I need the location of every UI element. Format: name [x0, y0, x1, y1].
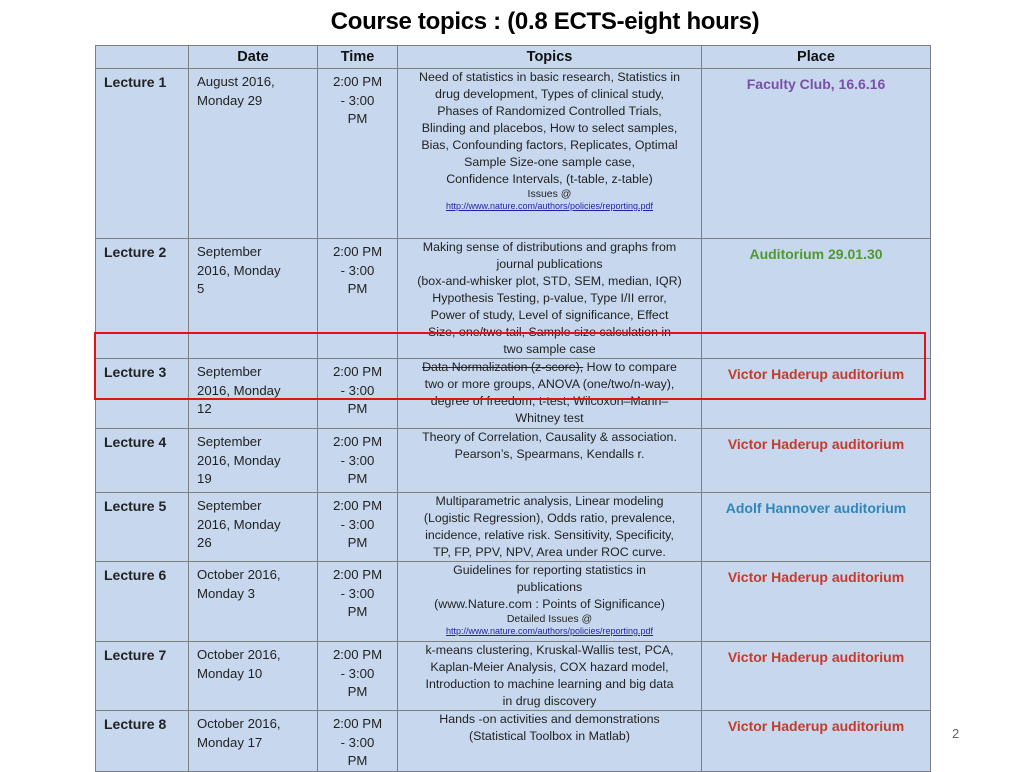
topic-line: Introduction to machine learning and big data — [425, 677, 674, 691]
date-line: 19 — [197, 471, 212, 486]
topic-line: Pearson’s, Spearmans, Kendalls r. — [454, 447, 645, 461]
time-cell — [318, 359, 398, 429]
date-line: 12 — [197, 401, 212, 416]
time-line: 2:00 PM — [332, 364, 383, 379]
date-line: August 2016, — [197, 74, 275, 89]
topic-line: Bias, Confounding factors, Replicates, Optimal — [421, 138, 678, 152]
time-line: 2:00 PM — [332, 244, 383, 259]
table-row — [96, 493, 931, 562]
header-topics: Topics — [398, 46, 702, 69]
date-line: October 2016, — [197, 647, 281, 662]
struck-topic: Data Normalization (z-score), — [422, 360, 584, 374]
time-cell — [318, 69, 398, 239]
time-line: 2:00 PM — [332, 647, 383, 662]
date-line: 26 — [197, 535, 212, 550]
time-cell — [318, 429, 398, 493]
time-cell — [318, 642, 398, 711]
date-line: September — [197, 364, 262, 379]
page-number: 2 — [952, 726, 960, 741]
date-cell — [189, 429, 318, 493]
topic-line: Whitney test — [515, 411, 584, 425]
table-row — [96, 642, 931, 711]
lecture-label: Lecture 1 — [96, 69, 189, 239]
topic-line: (box-and-whisker plot, STD, SEM, median, IQR) — [417, 274, 682, 288]
time-line: 2:00 PM — [332, 567, 383, 582]
date-cell — [189, 493, 318, 562]
date-line: 5 — [197, 281, 205, 296]
date-cell — [189, 642, 318, 711]
topic-line: Sample Size-one sample case, — [464, 155, 635, 169]
table-row — [96, 69, 931, 239]
topic-line: Power of study, Level of significance, Effect — [430, 308, 669, 322]
time-cell — [318, 562, 398, 642]
topic-line: two or more groups, ANOVA (one/two/n-way), — [424, 377, 675, 391]
time-line: PM — [347, 753, 368, 768]
topic-line: in drug discovery — [502, 694, 597, 708]
topic-line: Making sense of distributions and graphs from — [422, 240, 677, 254]
issues-note: Detailed Issues @ — [506, 613, 593, 625]
topic-cell — [398, 493, 702, 562]
time-line: - 3:00 — [340, 585, 375, 601]
lecture-label: Lecture 3 — [96, 359, 189, 429]
topic-line: Size, one/two tail, Sample size calculation in — [427, 325, 672, 339]
reporting-guidelines-link[interactable]: http://www.nature.com/authors/policies/reporting.pdf — [445, 626, 654, 636]
date-line: September — [197, 434, 262, 449]
topic-line: Blinding and placebos, How to select samples, — [421, 121, 678, 135]
time-line: PM — [347, 281, 368, 296]
time-line: 2:00 PM — [332, 434, 383, 449]
place-cell: Faculty Club, 16.6.16 — [702, 69, 931, 239]
time-line: - 3:00 — [340, 516, 375, 532]
lecture-label: Lecture 4 — [96, 429, 189, 493]
date-line: 2016, Monday — [197, 262, 281, 278]
topic-line: k-means clustering, Kruskal-Wallis test, PCA, — [425, 643, 674, 657]
topic-line: Confidence Intervals, (t-table, z-table) — [446, 172, 653, 186]
topic-line: Guidelines for reporting statistics in — [453, 563, 646, 577]
place-cell: Victor Haderup auditorium — [702, 711, 931, 772]
topic-cell — [398, 239, 702, 359]
topic-line — [402, 359, 697, 376]
place-cell: Victor Haderup auditorium — [702, 642, 931, 711]
time-line: 2:00 PM — [332, 498, 383, 513]
topic-line: (www.Nature.com : Points of Significance) — [434, 597, 665, 611]
table-row — [96, 711, 931, 772]
header-place: Place — [702, 46, 931, 69]
topic-cell — [398, 69, 702, 239]
header-time: Time — [318, 46, 398, 69]
lecture-label: Lecture 8 — [96, 711, 189, 772]
time-line: PM — [347, 684, 368, 699]
time-line: PM — [347, 604, 368, 619]
course-schedule-table — [95, 45, 931, 772]
issues-note: Issues @ — [527, 188, 572, 200]
place-cell: Victor Haderup auditorium — [702, 359, 931, 429]
date-line: Monday 29 — [197, 92, 263, 108]
topic-line: journal publications — [496, 257, 603, 271]
topic-line: TP, FP, PPV, NPV, Area under ROC curve. — [433, 545, 666, 559]
date-line: 2016, Monday — [197, 452, 281, 468]
date-line: 2016, Monday — [197, 382, 281, 398]
table-header-row — [96, 46, 931, 69]
time-cell — [318, 239, 398, 359]
place-cell: Victor Haderup auditorium — [702, 562, 931, 642]
place-cell: Auditorium 29.01.30 — [702, 239, 931, 359]
topic-line: degree of freedom, t-test, Wilcoxon–Mann– — [430, 394, 669, 408]
date-line: Monday 10 — [197, 665, 263, 681]
place-cell: Victor Haderup auditorium — [702, 429, 931, 493]
topic-line: two sample case — [503, 342, 596, 356]
header-lecture — [96, 46, 189, 69]
topic-line: Kaplan-Meier Analysis, COX hazard model, — [430, 660, 669, 674]
time-line: PM — [347, 401, 368, 416]
time-line: - 3:00 — [340, 262, 375, 278]
time-line: - 3:00 — [340, 92, 375, 108]
topic-cell — [398, 562, 702, 642]
topic-line: incidence, relative risk. Sensitivity, Specificity, — [425, 528, 674, 542]
page-title: Course topics : (0.8 ECTS-eight hours) — [330, 8, 760, 35]
topic-line: (Statistical Toolbox in Matlab) — [469, 729, 630, 743]
time-line: 2:00 PM — [332, 716, 383, 731]
topic-line: Multiparametric analysis, Linear modeling — [435, 494, 664, 508]
time-line: 2:00 PM — [332, 74, 383, 89]
time-line: - 3:00 — [340, 382, 375, 398]
reporting-guidelines-link[interactable]: http://www.nature.com/authors/policies/reporting.pdf — [445, 201, 654, 211]
topic-cell — [398, 642, 702, 711]
time-cell — [318, 711, 398, 772]
lecture-label: Lecture 2 — [96, 239, 189, 359]
topic-line: drug development, Types of clinical study, — [435, 87, 664, 101]
time-cell — [318, 493, 398, 562]
topic-line: Hands -on activities and demonstrations — [439, 712, 660, 726]
time-line: - 3:00 — [340, 665, 375, 681]
topic-line: publications — [516, 580, 583, 594]
topic-line: Phases of Randomized Controlled Trials, — [437, 104, 662, 118]
lecture-label: Lecture 7 — [96, 642, 189, 711]
date-line: September — [197, 244, 262, 259]
topic-cell — [398, 359, 702, 429]
header-date: Date — [189, 46, 318, 69]
table-row — [96, 562, 931, 642]
topic-line: (Logistic Regression), Odds ratio, prevalence, — [423, 511, 676, 525]
date-line: Monday 17 — [197, 734, 263, 750]
table-row — [96, 239, 931, 359]
date-cell — [189, 562, 318, 642]
lecture-label: Lecture 5 — [96, 493, 189, 562]
table-row — [96, 429, 931, 493]
date-line: September — [197, 498, 262, 513]
date-cell — [189, 69, 318, 239]
date-line: Monday 3 — [197, 585, 255, 601]
date-cell — [189, 711, 318, 772]
topic-line: Need of statistics in basic research, Statistics in — [419, 70, 680, 84]
date-cell — [189, 359, 318, 429]
date-cell — [189, 239, 318, 359]
lecture-label: Lecture 6 — [96, 562, 189, 642]
topic-fragment: How to compare — [583, 360, 677, 374]
table-row — [96, 359, 931, 429]
date-line: October 2016, — [197, 716, 281, 731]
date-line: 2016, Monday — [197, 516, 281, 532]
place-cell: Adolf Hannover auditorium — [702, 493, 931, 562]
topic-line: Theory of Correlation, Causality & association. — [422, 430, 677, 444]
time-line: PM — [347, 471, 368, 486]
topic-cell — [398, 711, 702, 772]
topic-line: Hypothesis Testing, p-value, Type I/II error, — [432, 291, 667, 305]
date-line: October 2016, — [197, 567, 281, 582]
time-line: - 3:00 — [340, 734, 375, 750]
time-line: PM — [347, 535, 368, 550]
time-line: PM — [347, 111, 368, 126]
topic-cell — [398, 429, 702, 493]
time-line: - 3:00 — [340, 452, 375, 468]
